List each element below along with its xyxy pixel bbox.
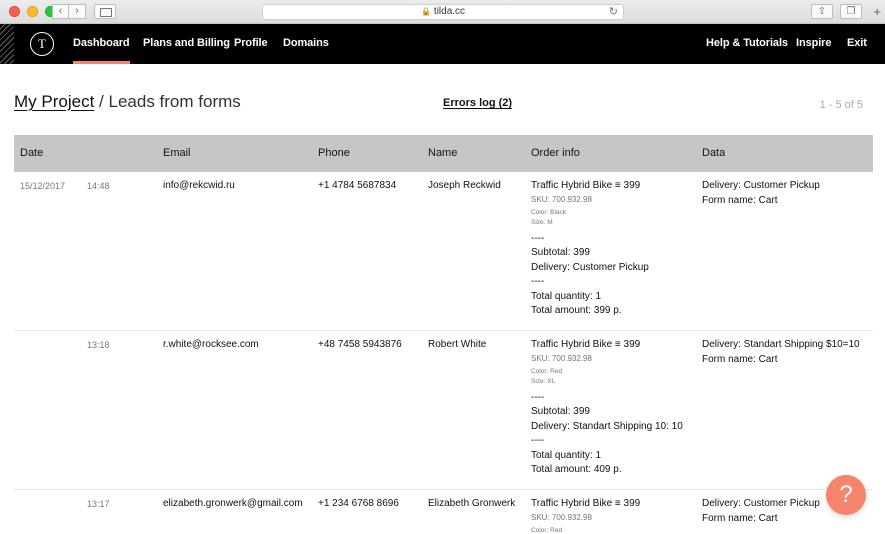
table-row[interactable]	[14, 331, 873, 490]
nav-profile[interactable]: Profile	[234, 37, 268, 49]
row-email[interactable]: elizabeth.gronwerk@gmail.com	[163, 498, 303, 509]
data-delivery: Delivery: Standart Shipping $10=10	[702, 339, 860, 350]
chevron-right-icon: ›	[75, 5, 79, 17]
table-header	[14, 135, 873, 172]
order-item: Traffic Hybrid Bike ≡ 399	[531, 180, 641, 191]
row-data	[702, 338, 860, 367]
order-quantity: Total quantity: 1	[531, 449, 602, 461]
order-amount: Total amount: 399 p.	[531, 305, 622, 316]
browser-toolbar	[0, 0, 885, 24]
help-button[interactable]: ?	[826, 475, 866, 515]
row-order-info	[531, 179, 696, 319]
data-delivery: Delivery: Customer Pickup	[702, 180, 820, 191]
lock-icon: 🔒	[420, 7, 431, 16]
row-name: Joseph Reckwid	[428, 180, 501, 191]
order-item: Traffic Hybrid Bike ≡ 399	[531, 339, 641, 350]
row-time: 13:18	[87, 340, 110, 350]
order-item: Traffic Hybrid Bike ≡ 399	[531, 498, 641, 509]
decorative-pattern	[0, 24, 14, 64]
order-separator: ----	[531, 276, 545, 287]
order-quantity: Total quantity: 1	[531, 290, 602, 302]
nav-dashboard[interactable]: Dashboard	[73, 37, 130, 49]
new-tab-button[interactable]: +	[873, 4, 881, 19]
row-date: 15/12/2017	[20, 181, 66, 191]
row-time: 14:48	[87, 181, 110, 191]
nav-inspire[interactable]: Inspire	[796, 37, 832, 49]
nav-help-tutorials[interactable]: Help & Tutorials	[706, 37, 788, 49]
page-subtitle: Leads from forms	[108, 92, 241, 111]
row-data	[702, 497, 820, 526]
order-size: Size: M	[531, 218, 553, 226]
errors-log-link[interactable]: Errors log (2)	[443, 97, 513, 109]
order-separator: ----	[531, 435, 545, 446]
tabs-overview-button[interactable]: ❐	[840, 4, 862, 19]
share-button[interactable]: ⇧	[811, 4, 833, 19]
table-row[interactable]	[14, 490, 873, 534]
order-subtotal: Subtotal: 399	[531, 247, 590, 258]
row-order-info	[531, 338, 696, 478]
address-bar[interactable]	[262, 4, 624, 20]
order-color: Color: Black	[531, 208, 567, 216]
order-size: Size: XL	[531, 377, 556, 385]
row-data	[702, 179, 820, 208]
column-phone[interactable]: Phone	[318, 147, 350, 159]
order-separator: ----	[531, 232, 545, 244]
column-order-info[interactable]: Order info	[531, 147, 580, 159]
order-amount: Total amount: 409 p.	[531, 464, 622, 475]
reload-icon[interactable]: ↻	[608, 6, 618, 18]
row-phone: +1 4784 5687834	[318, 180, 397, 191]
url-text: tilda.cc	[433, 6, 466, 17]
back-button[interactable]	[52, 4, 69, 19]
data-form-name: Form name: Cart	[702, 353, 778, 365]
column-data[interactable]: Data	[702, 147, 726, 159]
close-window-button[interactable]	[9, 6, 20, 17]
minimize-window-button[interactable]	[27, 6, 38, 17]
order-separator: ----	[531, 391, 545, 403]
row-order-info	[531, 497, 696, 534]
pagination-info: 1 - 5 of 5	[819, 99, 863, 111]
column-date[interactable]: Date	[20, 147, 44, 159]
nav-plans-billing[interactable]: Plans and Billing	[143, 37, 230, 49]
row-name: Robert White	[428, 339, 487, 350]
page-title	[14, 92, 241, 112]
data-form-name: Form name: Cart	[702, 512, 778, 524]
nav-exit[interactable]: Exit	[847, 37, 867, 49]
row-email[interactable]: r.white@rocksee.com	[163, 339, 259, 350]
order-delivery: Delivery: Customer Pickup	[531, 261, 649, 273]
row-time: 13:17	[87, 499, 110, 509]
order-color: Color: Red	[531, 367, 563, 375]
tilda-logo-icon[interactable]: T	[30, 32, 54, 56]
row-phone: +1 234 6768 8696	[318, 498, 399, 509]
data-delivery: Delivery: Customer Pickup	[702, 498, 820, 509]
row-phone: +48 7458 5943876	[318, 339, 402, 350]
forward-button[interactable]	[69, 4, 86, 19]
order-color: Color: Red	[531, 526, 563, 534]
project-link[interactable]: My Project	[14, 92, 95, 111]
order-subtotal: Subtotal: 399	[531, 406, 590, 417]
app-topbar	[0, 24, 885, 64]
nav-domains[interactable]: Domains	[283, 37, 329, 49]
sidebar-toggle-button[interactable]	[94, 4, 116, 19]
table-row[interactable]	[14, 172, 873, 331]
window-controls	[9, 6, 56, 17]
row-name: Elizabeth Gronwerk	[428, 498, 516, 509]
data-form-name: Form name: Cart	[702, 194, 778, 206]
column-email[interactable]: Email	[163, 147, 191, 159]
order-sku: SKU: 700.932.98	[531, 353, 592, 363]
order-delivery: Delivery: Standart Shipping 10: 10	[531, 420, 683, 432]
order-sku: SKU: 700.932.98	[531, 512, 592, 522]
column-name[interactable]: Name	[428, 147, 458, 159]
order-sku: SKU: 700.932.98	[531, 194, 592, 204]
chevron-left-icon: ‹	[58, 5, 63, 17]
breadcrumb-separator: /	[99, 92, 104, 111]
row-email[interactable]: info@rekcwid.ru	[163, 180, 235, 191]
